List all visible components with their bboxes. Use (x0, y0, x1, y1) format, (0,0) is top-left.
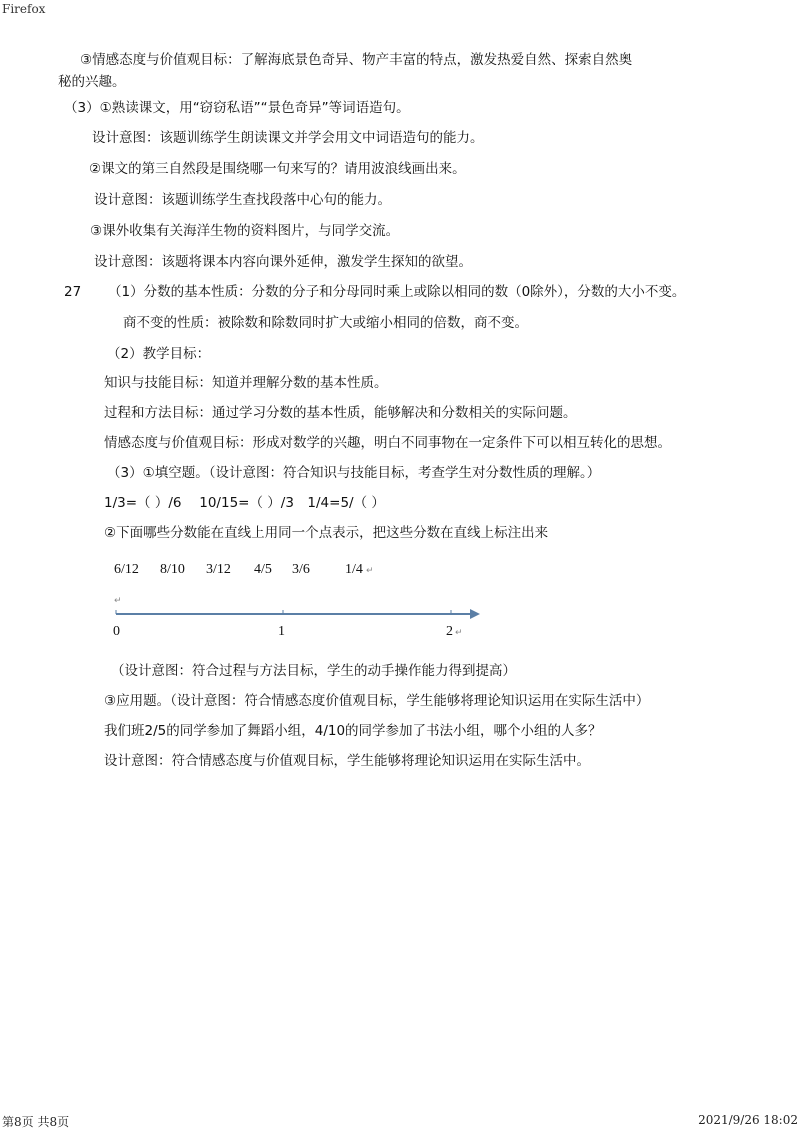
text-line: （1）分数的基本性质：分数的分子和分母同时乘上或除以相同的数（0除外），分数的大小不变。 (108, 284, 686, 300)
text-line: 我们班2/5的同学参加了舞蹈小组，4/10的同学参加了书法小组，哪个小组的人多？ (104, 723, 602, 739)
browser-title: Firefox (2, 2, 46, 16)
paragraph-mark-icon: ↵ (366, 566, 374, 576)
text-line: 设计意图：该题训练学生朗读课文并学会用文中词语造句的能力。 (92, 130, 484, 146)
number-line (108, 604, 488, 624)
text-line: （3）①熟读课文，用“窃窃私语”“景色奇异”等词语造句。 (64, 100, 410, 116)
text-line: 设计意图：该题将课本内容向课外延伸，激发学生探知的欲望。 (94, 254, 472, 270)
text-line: 设计意图：符合情感态度与价值观目标，学生能够将理论知识运用在实际生活中。 (104, 753, 590, 769)
text-line: 商不变的性质：被除数和除数同时扩大或缩小相同的倍数，商不变。 (123, 315, 528, 331)
print-timestamp: 2021/9/26 18:02 (698, 1113, 798, 1127)
text-line: ③应用题。（设计意图：符合情感态度价值观目标，学生能够将理论知识运用在实际生活中） (104, 693, 650, 709)
paragraph-mark-icon: ↵ (455, 628, 463, 638)
text-line: ③课外收集有关海洋生物的资料图片，与同学交流。 (90, 223, 400, 239)
text-line: （3）①填空题。（设计意图：符合知识与技能目标，考查学生对分数性质的理解。） (107, 465, 601, 481)
text-line: ③情感态度与价值观目标：了解海底景色奇异、物产丰富的特点，激发热爱自然、探索自然奥 (80, 52, 633, 68)
fraction-label: 1/4 (345, 562, 363, 577)
text-line: ②课文的第三自然段是围绕哪一句来写的？请用波浪线画出来。 (89, 161, 466, 177)
fraction-label: 3/12 (206, 562, 231, 577)
arrow-head-icon (470, 609, 480, 619)
text-line: （设计意图：符合过程与方法目标，学生的动手操作能力得到提高） (111, 663, 516, 679)
tick-label: 1 (278, 624, 285, 639)
text-line: 1/3=（ ）/6 10/15=（ ）/3 1/4=5/（ ） (104, 495, 385, 511)
text-line: （2）教学目标： (107, 346, 211, 362)
text-line: 情感态度与价值观目标：形成对数学的兴趣，明白不同事物在一定条件下可以相互转化的思想。 (104, 435, 671, 451)
fraction-label: 4/5 (254, 562, 272, 577)
fraction-label: 3/6 (292, 562, 310, 577)
fraction-label: 8/10 (160, 562, 185, 577)
text-line: ②下面哪些分数能在直线上用同一个点表示，把这些分数在直线上标注出来 (104, 525, 549, 541)
tick-label: 2 (446, 624, 453, 639)
question-number: 27 (64, 284, 82, 300)
text-line: 知识与技能目标：知道并理解分数的基本性质。 (104, 375, 388, 391)
fraction-label: 6/12 (114, 562, 139, 577)
text-line: 过程和方法目标：通过学习分数的基本性质，能够解决和分数相关的实际问题。 (104, 405, 577, 421)
paragraph-mark-icon: ↵ (114, 596, 122, 606)
tick-label: 0 (113, 624, 120, 639)
page-indicator: 第8页 共8页 (2, 1115, 70, 1129)
text-line: 秘的兴趣。 (58, 74, 126, 90)
text-line: 设计意图：该题训练学生查找段落中心句的能力。 (94, 192, 391, 208)
